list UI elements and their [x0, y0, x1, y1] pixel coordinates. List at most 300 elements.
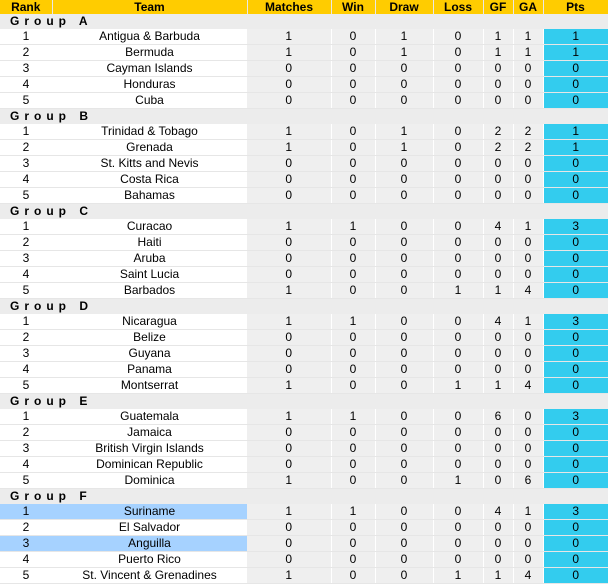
- cell-matches: 0: [247, 457, 331, 473]
- cell-win: 0: [331, 29, 375, 45]
- cell-draw: 0: [375, 235, 433, 251]
- cell-win: 0: [331, 156, 375, 172]
- cell-loss: 0: [433, 77, 483, 93]
- cell-gf: 1: [483, 283, 513, 299]
- cell-matches: 1: [247, 378, 331, 394]
- cell-matches: 1: [247, 45, 331, 61]
- cell-matches: 1: [247, 504, 331, 520]
- cell-ga: 0: [513, 520, 543, 536]
- cell-gf: 2: [483, 140, 513, 156]
- cell-loss: 0: [433, 124, 483, 140]
- table-row[interactable]: [0, 93, 608, 109]
- cell-team[interactable]: Costa Rica: [52, 172, 247, 188]
- cell-gf: 0: [483, 552, 513, 568]
- cell-loss: 0: [433, 156, 483, 172]
- cell-win: 0: [331, 140, 375, 156]
- cell-gf: 0: [483, 441, 513, 457]
- cell-loss: 0: [433, 425, 483, 441]
- table-row[interactable]: [0, 251, 608, 267]
- cell-matches: 0: [247, 441, 331, 457]
- cell-team[interactable]: Dominica: [52, 473, 247, 489]
- cell-ga: 0: [513, 61, 543, 77]
- cell-gf: 0: [483, 425, 513, 441]
- cell-win: 0: [331, 45, 375, 61]
- cell-rank: 1: [0, 29, 52, 45]
- header-team[interactable]: Team: [52, 0, 247, 14]
- cell-matches: 0: [247, 188, 331, 204]
- cell-draw: 0: [375, 172, 433, 188]
- cell-pts: 1: [543, 45, 608, 61]
- cell-team[interactable]: British Virgin Islands: [52, 441, 247, 457]
- cell-gf: 0: [483, 346, 513, 362]
- cell-pts: 1: [543, 29, 608, 45]
- cell-rank: 3: [0, 156, 52, 172]
- cell-rank: 1: [0, 504, 52, 520]
- cell-matches: 1: [247, 124, 331, 140]
- cell-rank: 2: [0, 235, 52, 251]
- table-row[interactable]: [0, 77, 608, 93]
- cell-win: 0: [331, 362, 375, 378]
- cell-pts: 0: [543, 330, 608, 346]
- cell-win: 0: [331, 251, 375, 267]
- cell-draw: 0: [375, 267, 433, 283]
- cell-matches: 0: [247, 251, 331, 267]
- table-row[interactable]: [0, 520, 608, 536]
- header-ga[interactable]: GA: [513, 0, 543, 14]
- cell-loss: 0: [433, 457, 483, 473]
- cell-rank: 1: [0, 124, 52, 140]
- header-gf[interactable]: GF: [483, 0, 513, 14]
- cell-loss: 0: [433, 172, 483, 188]
- group-header-row: [0, 204, 608, 220]
- cell-loss: 0: [433, 61, 483, 77]
- cell-draw: 0: [375, 504, 433, 520]
- cell-win: 0: [331, 330, 375, 346]
- cell-team[interactable]: Belize: [52, 330, 247, 346]
- cell-pts: 0: [543, 283, 608, 299]
- cell-gf: 1: [483, 568, 513, 584]
- cell-matches: 0: [247, 330, 331, 346]
- cell-win: 0: [331, 552, 375, 568]
- cell-team[interactable]: Honduras: [52, 77, 247, 93]
- table-row[interactable]: [0, 235, 608, 251]
- cell-draw: 0: [375, 409, 433, 425]
- cell-team[interactable]: Curacao: [52, 219, 247, 235]
- cell-draw: 1: [375, 124, 433, 140]
- cell-draw: 0: [375, 188, 433, 204]
- cell-ga: 0: [513, 251, 543, 267]
- cell-matches: 1: [247, 29, 331, 45]
- cell-rank: 5: [0, 93, 52, 109]
- cell-draw: 0: [375, 283, 433, 299]
- cell-team[interactable]: Suriname: [52, 504, 247, 520]
- cell-gf: 6: [483, 409, 513, 425]
- cell-pts: 1: [543, 140, 608, 156]
- table-row[interactable]: [0, 314, 608, 330]
- cell-ga: 1: [513, 29, 543, 45]
- cell-draw: 0: [375, 77, 433, 93]
- cell-pts: 0: [543, 378, 608, 394]
- table-row[interactable]: [0, 283, 608, 299]
- cell-ga: 0: [513, 267, 543, 283]
- cell-rank: 4: [0, 362, 52, 378]
- cell-matches: 0: [247, 77, 331, 93]
- cell-rank: 2: [0, 425, 52, 441]
- cell-win: 0: [331, 61, 375, 77]
- cell-loss: 0: [433, 188, 483, 204]
- cell-ga: 2: [513, 124, 543, 140]
- cell-gf: 0: [483, 362, 513, 378]
- cell-loss: 0: [433, 45, 483, 61]
- cell-gf: 0: [483, 473, 513, 489]
- table-row[interactable]: [0, 124, 608, 140]
- group-header-row: [0, 109, 608, 125]
- cell-win: 0: [331, 378, 375, 394]
- cell-loss: 0: [433, 346, 483, 362]
- group-header-row: [0, 299, 608, 315]
- cell-pts: 0: [543, 473, 608, 489]
- cell-pts: 0: [543, 346, 608, 362]
- cell-rank: 2: [0, 330, 52, 346]
- cell-rank: 4: [0, 457, 52, 473]
- cell-team[interactable]: Guatemala: [52, 409, 247, 425]
- cell-pts: 0: [543, 251, 608, 267]
- cell-ga: 0: [513, 362, 543, 378]
- cell-ga: 0: [513, 235, 543, 251]
- cell-win: 0: [331, 457, 375, 473]
- group-header-row: [0, 489, 608, 505]
- cell-matches: 1: [247, 473, 331, 489]
- cell-pts: 0: [543, 441, 608, 457]
- group-title: Group F: [0, 489, 608, 505]
- cell-loss: 1: [433, 283, 483, 299]
- cell-draw: 0: [375, 251, 433, 267]
- cell-loss: 0: [433, 219, 483, 235]
- cell-win: 1: [331, 504, 375, 520]
- cell-ga: 1: [513, 219, 543, 235]
- group-title: Group C: [0, 204, 608, 220]
- cell-win: 0: [331, 77, 375, 93]
- cell-team[interactable]: Antigua & Barbuda: [52, 29, 247, 45]
- cell-draw: 0: [375, 457, 433, 473]
- cell-draw: 1: [375, 140, 433, 156]
- cell-matches: 0: [247, 235, 331, 251]
- cell-draw: 0: [375, 61, 433, 77]
- table-row[interactable]: [0, 346, 608, 362]
- cell-gf: 0: [483, 520, 513, 536]
- cell-team[interactable]: Panama: [52, 362, 247, 378]
- cell-gf: 1: [483, 378, 513, 394]
- header-draw[interactable]: Draw: [375, 0, 433, 14]
- cell-rank: 3: [0, 441, 52, 457]
- header-pts[interactable]: Pts: [543, 0, 608, 14]
- cell-pts: 3: [543, 219, 608, 235]
- cell-draw: 0: [375, 378, 433, 394]
- cell-ga: 4: [513, 283, 543, 299]
- group-header-row: [0, 394, 608, 410]
- table-row[interactable]: [0, 457, 608, 473]
- cell-win: 0: [331, 188, 375, 204]
- header-matches[interactable]: Matches: [247, 0, 331, 14]
- cell-draw: 0: [375, 156, 433, 172]
- cell-draw: 0: [375, 441, 433, 457]
- cell-ga: 1: [513, 504, 543, 520]
- cell-ga: 0: [513, 188, 543, 204]
- cell-pts: 0: [543, 362, 608, 378]
- cell-matches: 0: [247, 346, 331, 362]
- cell-loss: 1: [433, 568, 483, 584]
- cell-ga: 0: [513, 457, 543, 473]
- cell-ga: 0: [513, 346, 543, 362]
- cell-draw: 0: [375, 219, 433, 235]
- cell-matches: 1: [247, 568, 331, 584]
- cell-ga: 0: [513, 156, 543, 172]
- cell-matches: 0: [247, 552, 331, 568]
- cell-rank: 5: [0, 188, 52, 204]
- cell-loss: 0: [433, 362, 483, 378]
- cell-matches: 0: [247, 425, 331, 441]
- header-rank[interactable]: Rank: [0, 0, 52, 14]
- group-header-row: [0, 14, 608, 29]
- cell-loss: 0: [433, 330, 483, 346]
- cell-matches: 0: [247, 267, 331, 283]
- cell-loss: 0: [433, 235, 483, 251]
- cell-rank: 3: [0, 536, 52, 552]
- table-row[interactable]: [0, 29, 608, 45]
- table-row[interactable]: [0, 568, 608, 584]
- cell-matches: 1: [247, 409, 331, 425]
- cell-pts: 1: [543, 124, 608, 140]
- cell-gf: 0: [483, 156, 513, 172]
- cell-pts: 0: [543, 520, 608, 536]
- cell-win: 0: [331, 473, 375, 489]
- cell-matches: 0: [247, 362, 331, 378]
- cell-draw: 0: [375, 93, 433, 109]
- table-row[interactable]: [0, 425, 608, 441]
- cell-rank: 4: [0, 267, 52, 283]
- cell-team[interactable]: Guyana: [52, 346, 247, 362]
- cell-win: 0: [331, 520, 375, 536]
- table-row[interactable]: [0, 362, 608, 378]
- cell-pts: 0: [543, 552, 608, 568]
- cell-gf: 0: [483, 188, 513, 204]
- cell-gf: 0: [483, 77, 513, 93]
- cell-loss: 1: [433, 378, 483, 394]
- cell-loss: 0: [433, 29, 483, 45]
- cell-gf: 1: [483, 29, 513, 45]
- cell-ga: 0: [513, 536, 543, 552]
- cell-draw: 0: [375, 536, 433, 552]
- cell-matches: 0: [247, 172, 331, 188]
- cell-ga: 0: [513, 425, 543, 441]
- cell-pts: 0: [543, 235, 608, 251]
- cell-ga: 2: [513, 140, 543, 156]
- cell-gf: 0: [483, 267, 513, 283]
- cell-gf: 0: [483, 172, 513, 188]
- cell-team[interactable]: Bermuda: [52, 45, 247, 61]
- cell-loss: 0: [433, 267, 483, 283]
- table-row[interactable]: [0, 552, 608, 568]
- cell-gf: 0: [483, 61, 513, 77]
- cell-draw: 0: [375, 425, 433, 441]
- cell-rank: 2: [0, 140, 52, 156]
- cell-team[interactable]: Saint Lucia: [52, 267, 247, 283]
- cell-ga: 0: [513, 552, 543, 568]
- cell-loss: 0: [433, 552, 483, 568]
- table-row[interactable]: [0, 536, 608, 552]
- cell-ga: 0: [513, 172, 543, 188]
- cell-win: 0: [331, 93, 375, 109]
- cell-matches: 1: [247, 140, 331, 156]
- cell-ga: 1: [513, 45, 543, 61]
- cell-matches: 0: [247, 61, 331, 77]
- table-row[interactable]: [0, 267, 608, 283]
- cell-pts: 0: [543, 156, 608, 172]
- cell-win: 0: [331, 283, 375, 299]
- cell-gf: 4: [483, 504, 513, 520]
- cell-team[interactable]: Bahamas: [52, 188, 247, 204]
- table-row[interactable]: [0, 219, 608, 235]
- cell-matches: 0: [247, 93, 331, 109]
- header-win[interactable]: Win: [331, 0, 375, 14]
- cell-rank: 1: [0, 409, 52, 425]
- cell-win: 0: [331, 267, 375, 283]
- cell-loss: 0: [433, 520, 483, 536]
- table-row[interactable]: [0, 45, 608, 61]
- cell-draw: 1: [375, 45, 433, 61]
- cell-pts: 0: [543, 536, 608, 552]
- table-row[interactable]: [0, 473, 608, 489]
- cell-gf: 0: [483, 93, 513, 109]
- cell-team[interactable]: Cuba: [52, 93, 247, 109]
- cell-ga: 1: [513, 314, 543, 330]
- cell-draw: 1: [375, 29, 433, 45]
- cell-team[interactable]: Puerto Rico: [52, 552, 247, 568]
- cell-ga: 0: [513, 441, 543, 457]
- cell-matches: 1: [247, 283, 331, 299]
- cell-rank: 5: [0, 568, 52, 584]
- table-row[interactable]: [0, 156, 608, 172]
- cell-ga: 0: [513, 77, 543, 93]
- cell-gf: 2: [483, 124, 513, 140]
- cell-matches: 0: [247, 536, 331, 552]
- cell-rank: 4: [0, 172, 52, 188]
- cell-team[interactable]: Barbados: [52, 283, 247, 299]
- cell-pts: 0: [543, 61, 608, 77]
- cell-gf: 0: [483, 536, 513, 552]
- cell-pts: 0: [543, 568, 608, 584]
- cell-draw: 0: [375, 362, 433, 378]
- cell-pts: 0: [543, 188, 608, 204]
- cell-team[interactable]: St. Kitts and Nevis: [52, 156, 247, 172]
- group-title: Group A: [0, 14, 608, 29]
- cell-win: 0: [331, 346, 375, 362]
- table-row[interactable]: [0, 378, 608, 394]
- cell-team[interactable]: St. Vincent & Grenadines: [52, 568, 247, 584]
- cell-pts: 0: [543, 425, 608, 441]
- table-row[interactable]: [0, 188, 608, 204]
- header-loss[interactable]: Loss: [433, 0, 483, 14]
- cell-loss: 0: [433, 251, 483, 267]
- cell-team[interactable]: Cayman Islands: [52, 61, 247, 77]
- cell-team[interactable]: Jamaica: [52, 425, 247, 441]
- cell-win: 0: [331, 425, 375, 441]
- cell-ga: 4: [513, 378, 543, 394]
- cell-loss: 0: [433, 93, 483, 109]
- cell-win: 0: [331, 441, 375, 457]
- cell-ga: 6: [513, 473, 543, 489]
- group-title: Group D: [0, 299, 608, 315]
- cell-team[interactable]: Grenada: [52, 140, 247, 156]
- table-row[interactable]: [0, 61, 608, 77]
- cell-matches: 1: [247, 314, 331, 330]
- table-row[interactable]: [0, 504, 608, 520]
- cell-team[interactable]: Aruba: [52, 251, 247, 267]
- cell-rank: 3: [0, 346, 52, 362]
- cell-loss: 0: [433, 504, 483, 520]
- cell-win: 0: [331, 536, 375, 552]
- cell-pts: 0: [543, 457, 608, 473]
- cell-win: 0: [331, 124, 375, 140]
- cell-gf: 4: [483, 219, 513, 235]
- cell-draw: 0: [375, 473, 433, 489]
- cell-loss: 0: [433, 441, 483, 457]
- cell-team[interactable]: Dominican Republic: [52, 457, 247, 473]
- cell-rank: 5: [0, 473, 52, 489]
- cell-gf: 4: [483, 314, 513, 330]
- cell-draw: 0: [375, 314, 433, 330]
- cell-ga: 0: [513, 330, 543, 346]
- cell-rank: 3: [0, 251, 52, 267]
- cell-win: 0: [331, 235, 375, 251]
- cell-gf: 1: [483, 45, 513, 61]
- table-row[interactable]: [0, 330, 608, 346]
- cell-team[interactable]: Trinidad & Tobago: [52, 124, 247, 140]
- cell-rank: 5: [0, 378, 52, 394]
- table-row[interactable]: [0, 140, 608, 156]
- cell-rank: 5: [0, 283, 52, 299]
- cell-rank: 1: [0, 314, 52, 330]
- cell-win: 1: [331, 219, 375, 235]
- table-row[interactable]: [0, 441, 608, 457]
- cell-loss: 1: [433, 473, 483, 489]
- cell-loss: 0: [433, 314, 483, 330]
- cell-win: 0: [331, 568, 375, 584]
- cell-team[interactable]: Anguilla: [52, 536, 247, 552]
- table-row[interactable]: [0, 409, 608, 425]
- cell-ga: 0: [513, 409, 543, 425]
- cell-team[interactable]: Montserrat: [52, 378, 247, 394]
- cell-team[interactable]: Nicaragua: [52, 314, 247, 330]
- cell-rank: 4: [0, 552, 52, 568]
- cell-matches: 0: [247, 156, 331, 172]
- cell-draw: 0: [375, 520, 433, 536]
- group-title: Group B: [0, 109, 608, 125]
- cell-matches: 1: [247, 219, 331, 235]
- cell-team[interactable]: El Salvador: [52, 520, 247, 536]
- cell-gf: 0: [483, 251, 513, 267]
- cell-loss: 0: [433, 140, 483, 156]
- cell-pts: 3: [543, 504, 608, 520]
- cell-win: 1: [331, 314, 375, 330]
- cell-pts: 0: [543, 77, 608, 93]
- cell-draw: 0: [375, 330, 433, 346]
- cell-pts: 3: [543, 314, 608, 330]
- cell-rank: 2: [0, 45, 52, 61]
- table-row[interactable]: [0, 172, 608, 188]
- cell-win: 0: [331, 172, 375, 188]
- cell-team[interactable]: Haiti: [52, 235, 247, 251]
